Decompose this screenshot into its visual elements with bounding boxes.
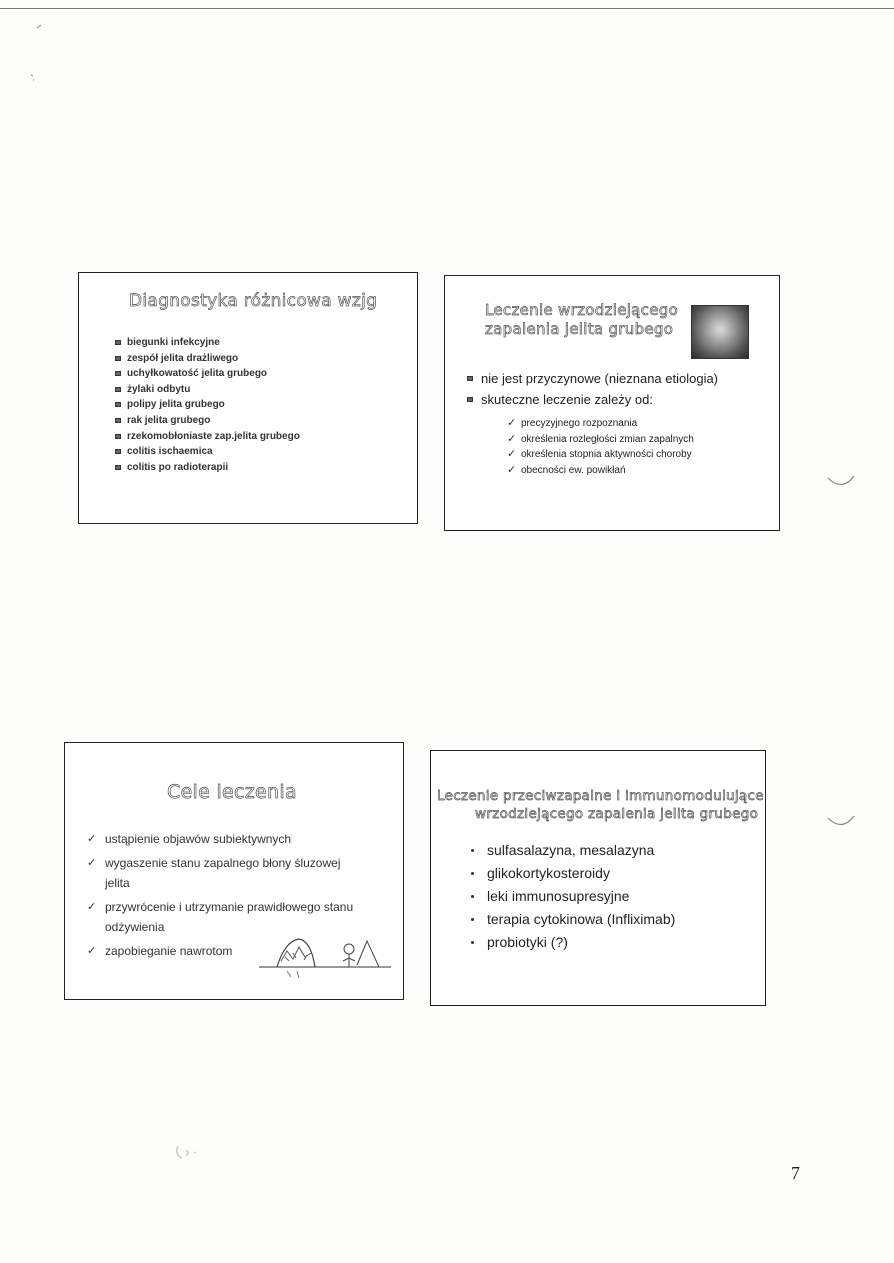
list-item <box>471 885 675 908</box>
square-bullet-icon <box>115 434 121 439</box>
list-item-text: uchyłkowatość jelita grubego <box>127 368 268 380</box>
list-item-text: rzekomobłoniaste zap.jelita grubego <box>127 430 300 442</box>
list-item-text: wygaszenie stanu zapalnego błony śluzowej <box>105 856 341 870</box>
dot-bullet-icon <box>471 941 474 944</box>
list-item <box>115 366 300 382</box>
square-bullet-icon <box>115 418 121 423</box>
list-item <box>115 429 300 445</box>
slide-anti-inflammatory-treatment <box>430 750 766 1006</box>
endoscopy-image <box>691 305 749 359</box>
square-bullet-icon <box>115 402 121 407</box>
scan-marks <box>25 20 45 90</box>
list-item <box>467 389 718 410</box>
dot-bullet-icon <box>471 918 474 921</box>
square-bullet-icon <box>115 387 121 392</box>
list-item <box>87 829 353 849</box>
checkmark-icon: ✓ <box>507 462 517 476</box>
list-item <box>115 444 300 460</box>
differential-list <box>115 335 300 475</box>
checkmark-icon: ✓ <box>507 431 517 445</box>
dot-bullet-icon <box>471 872 474 875</box>
list-item <box>115 351 300 367</box>
list-item <box>507 432 694 448</box>
checkmark-icon: ✓ <box>87 944 97 957</box>
list-item-text: sulfasalazyna, mesalazyna <box>487 842 655 858</box>
treatment-subitems <box>507 416 694 478</box>
checkmark-icon: ✓ <box>507 416 517 429</box>
slide-title-line1: Leczenie przeciwzapalne i immunomodulujące <box>437 788 764 804</box>
square-bullet-icon <box>115 340 121 345</box>
list-item <box>115 413 300 429</box>
list-item-text: glikokortykosteroidy <box>487 865 610 881</box>
slide-title-line2: wrzodziejącego zapalenia jelita grubego <box>475 806 759 822</box>
list-item-text: biegunki infekcyjne <box>127 337 220 348</box>
list-item <box>471 839 675 862</box>
slide-treatment-uc <box>444 275 780 531</box>
list-item <box>115 397 300 413</box>
square-bullet-icon <box>115 371 121 376</box>
slide-title-line2: zapalenia jelita grubego <box>485 320 674 338</box>
slide-treatment-goals <box>64 742 404 1000</box>
list-item-text: określenia rozległości zmian zapalnych <box>521 433 694 445</box>
list-item <box>507 463 694 479</box>
list-item <box>115 460 300 476</box>
list-item-text: skuteczne leczenie zależy od: <box>481 392 653 407</box>
list-item-text: leki immunosupresyjne <box>487 888 630 904</box>
square-bullet-icon <box>467 397 473 402</box>
slide-title-line1: Leczenie wrzodziejącego <box>485 301 679 319</box>
list-item-text: nie jest przyczynowe (nieznana etiologia) <box>481 371 719 386</box>
list-item-text: rak jelita grubego <box>127 414 211 426</box>
checkmark-icon: ✓ <box>87 832 97 845</box>
dot-bullet-icon <box>471 895 474 898</box>
list-item <box>87 853 353 893</box>
clipart-illustration <box>257 931 393 979</box>
list-item <box>471 908 675 931</box>
list-item <box>507 447 694 463</box>
list-item-text: probiotyki (?) <box>487 934 568 950</box>
list-item <box>471 931 675 954</box>
checkmark-icon: ✓ <box>507 447 517 460</box>
drug-list <box>471 839 675 954</box>
list-item-text: colitis ischaemica <box>127 446 213 458</box>
checkmark-icon: ✓ <box>87 900 97 913</box>
dot-bullet-icon <box>471 849 474 852</box>
scan-top-edge <box>0 8 894 9</box>
list-item-text: odżywienia <box>105 920 165 934</box>
list-item <box>471 862 675 885</box>
list-item <box>115 382 300 398</box>
list-item-text: colitis po radioterapii <box>127 461 229 473</box>
slide-differential-diagnosis <box>78 272 418 524</box>
list-item-text: zapobieganie nawrotom <box>105 944 233 958</box>
square-bullet-icon <box>115 449 121 454</box>
list-item <box>467 368 718 389</box>
binder-mark <box>826 810 856 832</box>
list-item <box>507 416 694 432</box>
list-item-text: polipy jelita grubego <box>127 399 225 411</box>
square-bullet-icon <box>467 376 473 381</box>
list-item <box>115 335 300 351</box>
list-item-text: zespół jelita drażliwego <box>127 352 239 364</box>
square-bullet-icon <box>115 356 121 361</box>
list-item-text: określenia stopnia aktywności choroby <box>521 449 692 460</box>
list-item-text: przywrócenie i utrzymanie prawidłowego stanu <box>105 900 354 914</box>
list-item-text: żylaki odbytu <box>127 383 191 395</box>
square-bullet-icon <box>115 465 121 470</box>
checkmark-icon: ✓ <box>87 856 97 869</box>
list-item-text: precyzyjnego rozpoznania <box>521 418 638 429</box>
list-item-text: terapia cytokinowa (Infliximab) <box>487 911 676 927</box>
page-number: 7 <box>791 1163 800 1183</box>
slide-title: Diagnostyka różnicowa wzjg <box>129 291 378 311</box>
binder-mark <box>826 470 856 492</box>
slide-title: Cele leczenia <box>167 781 297 803</box>
treatment-bullets <box>467 368 718 410</box>
list-item-text: ustąpienie objawów subiektywnych <box>105 832 292 846</box>
list-item-text: jelita <box>105 876 130 890</box>
scan-smudge <box>172 1140 202 1164</box>
list-item-text: obecności ew. powikłań <box>521 464 626 476</box>
